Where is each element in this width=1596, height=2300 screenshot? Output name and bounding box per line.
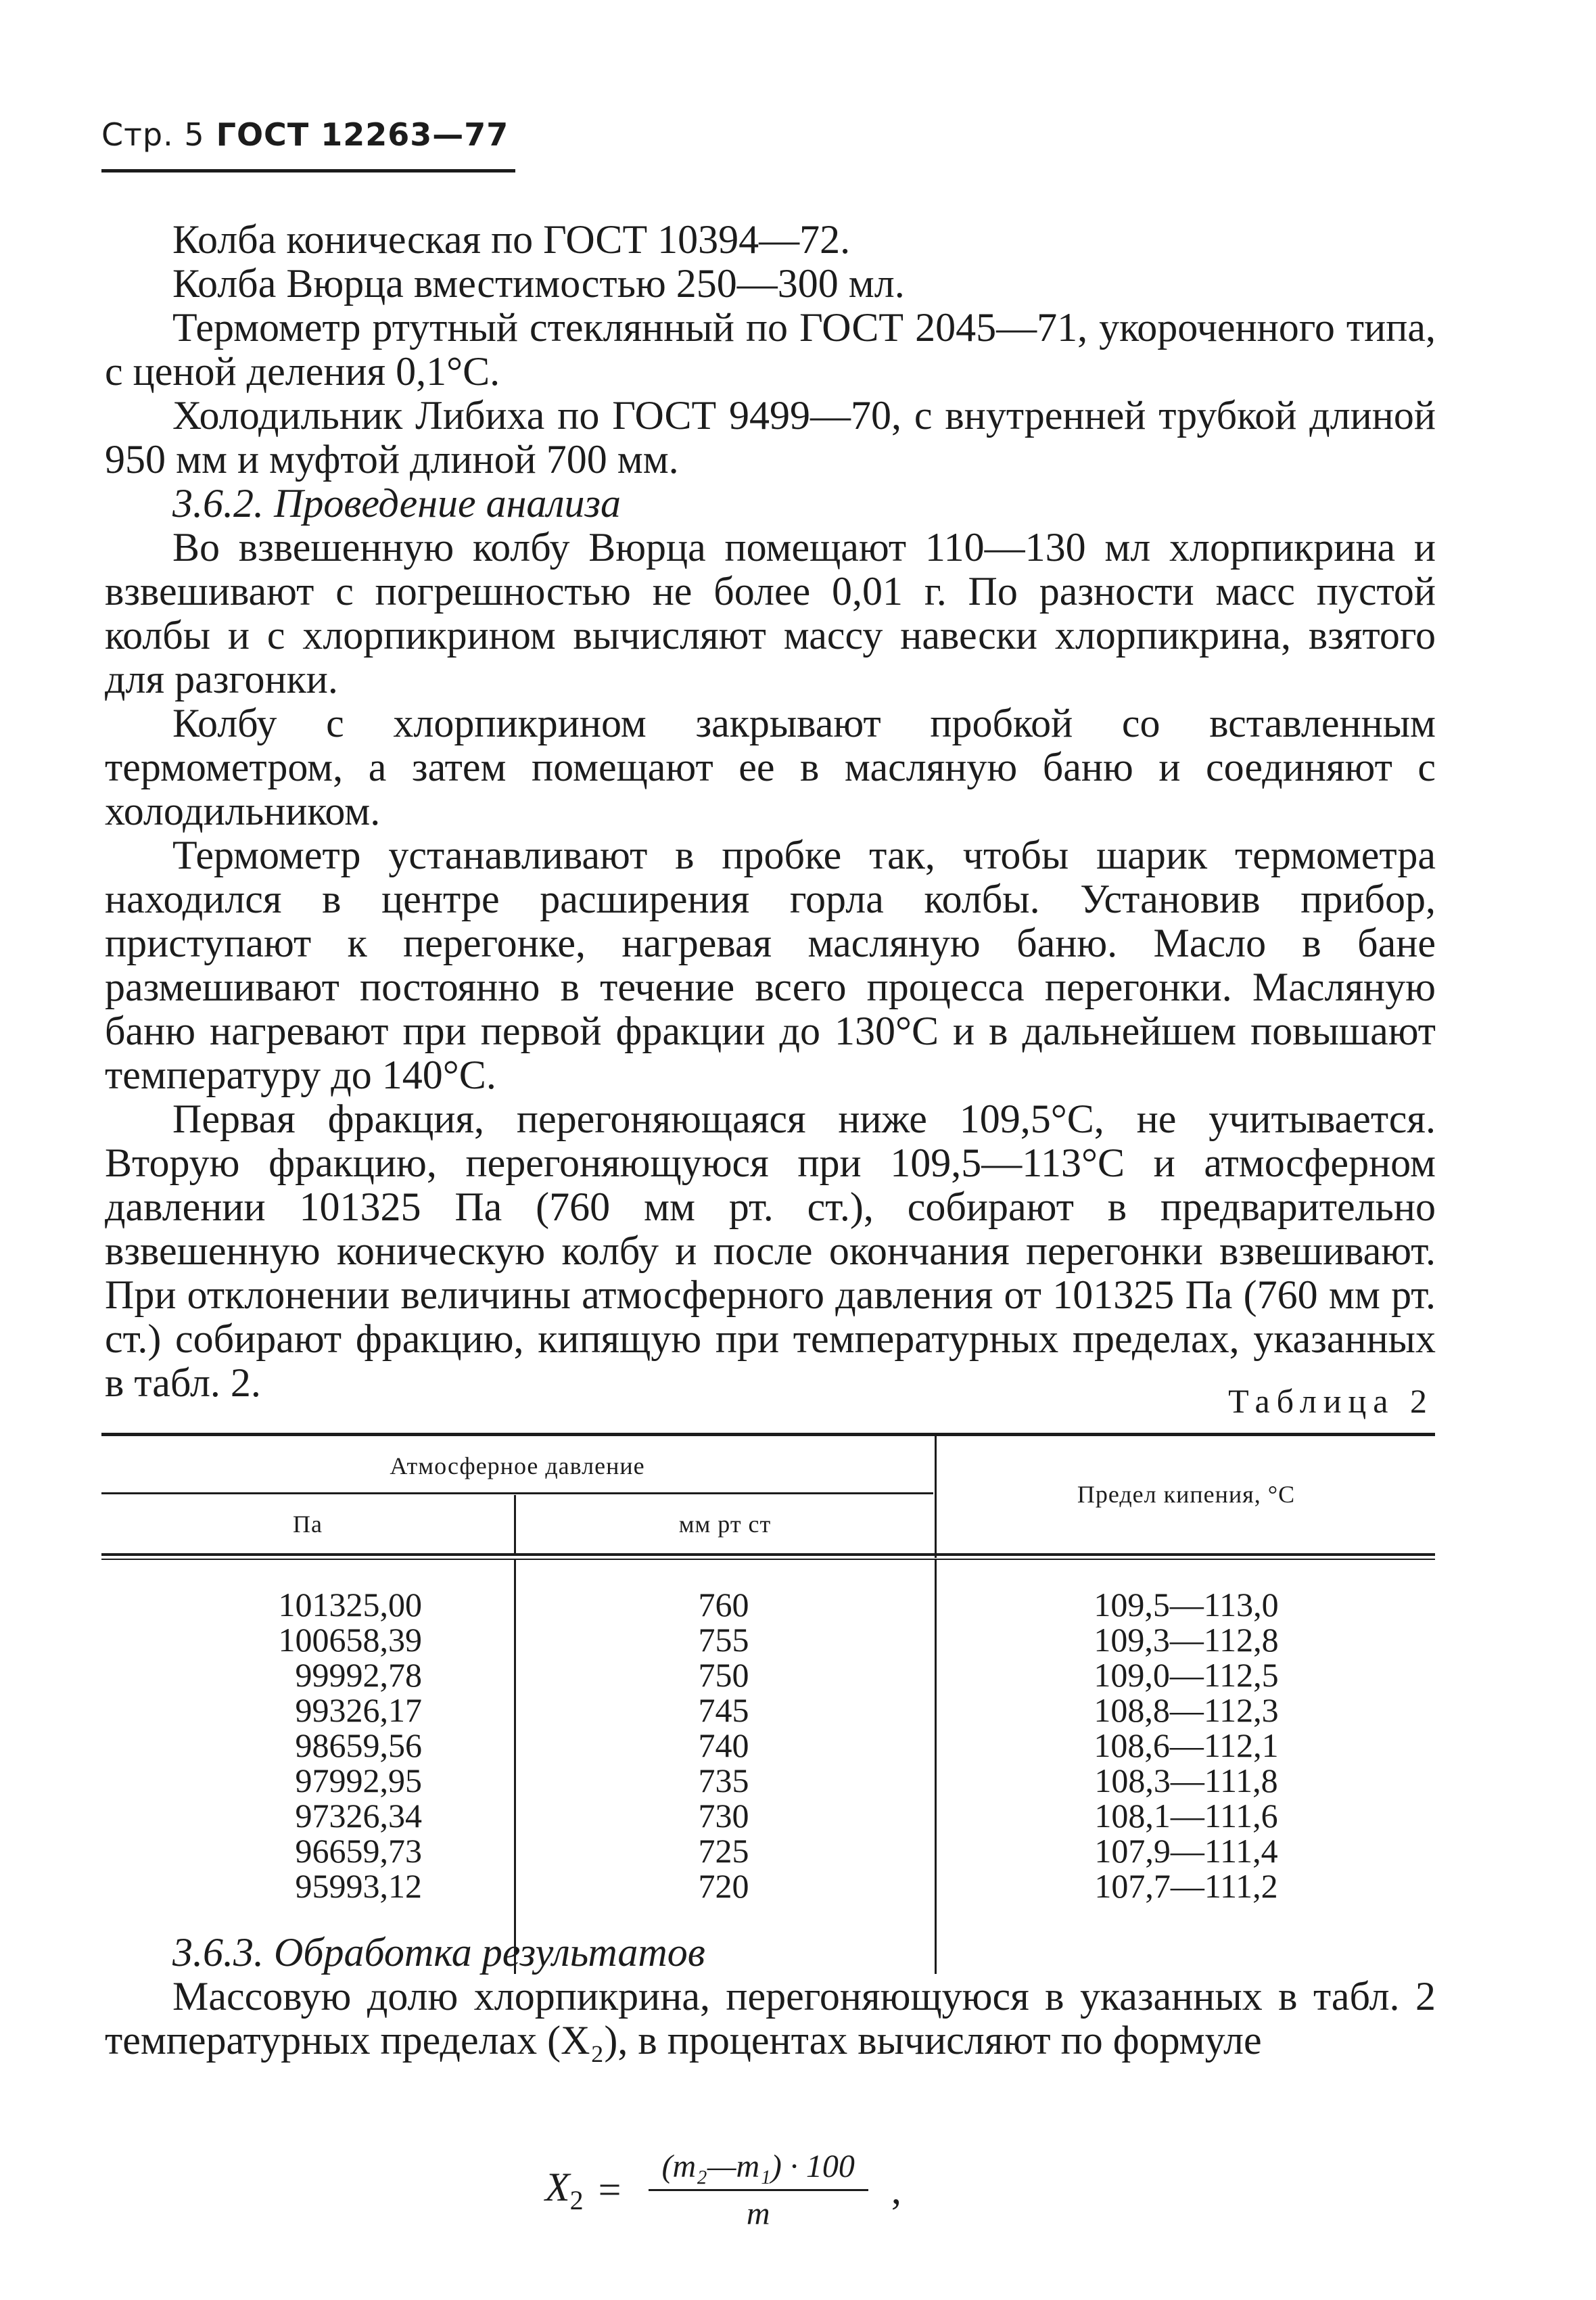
cell-mmhg: 730	[698, 1797, 749, 1835]
formula-comma: ,	[891, 2167, 901, 2212]
formula-fraction	[649, 2148, 868, 2232]
cell-pa: 99326,17	[295, 1691, 422, 1729]
cell-pa: 100658,39	[278, 1621, 422, 1659]
cell-pa: 97992,95	[295, 1762, 422, 1799]
table-divider	[935, 1560, 937, 1974]
table-header-rule-thin	[101, 1559, 1435, 1560]
formula-equals: =	[598, 2167, 621, 2212]
cell-boiling: 109,5—113,0	[1094, 1586, 1279, 1624]
paragraph-mass-fraction: Массовую долю хлорпикрина, перегоняющуюся в указанных в табл. 2 температурных пределах (X₂), в процентах вычисляют по формуле	[105, 1974, 1436, 2063]
header-mmhg: мм рт ст	[678, 1511, 772, 1538]
standard-code: ГОСТ 12263—77	[216, 116, 509, 153]
section-heading-analysis: 3.6.2. Проведение анализа	[172, 481, 621, 526]
header-boiling-limit: Предел кипения, °С	[1077, 1481, 1296, 1508]
paragraph-distillation: Термометр устанавливают в пробке так, чтобы шарик термометра находился в центре расширения горла колбы. Установив прибор, приступают к перегонке, нагревая масляную баню. Масло в бане размешивают постоянно в течение всего процесса перегонки. Масляную баню нагревают при первой фракции до 130°С и в дальнейшем повышают температуру до 140°С.	[105, 833, 1436, 1097]
cell-pa: 95993,12	[295, 1867, 422, 1905]
header-rule	[101, 169, 515, 172]
paragraph-weighing: Во взвешенную колбу Вюрца помещают 110—130 мл хлорпикрина и взвешивают с погрешностью не более 0,01 г. По разности масс пустой колбы и с хлорпикрином вычисляют массу навески хлорпикрина, взятого для разгонки.	[105, 525, 1436, 702]
boiling-table	[101, 1433, 1435, 1905]
table-header-rule	[101, 1553, 1435, 1556]
header-atm-pressure: Атмосферное давление	[390, 1452, 645, 1479]
results-section	[105, 1931, 1436, 2063]
cell-pa: 99992,78	[295, 1656, 422, 1694]
cell-mmhg: 735	[698, 1762, 749, 1799]
cell-pa: 101325,00	[278, 1586, 422, 1624]
cell-boiling: 108,6—112,1	[1094, 1726, 1279, 1764]
cell-mmhg: 745	[698, 1691, 749, 1729]
cell-boiling: 109,3—112,8	[1094, 1621, 1279, 1659]
cell-boiling: 108,3—111,8	[1094, 1762, 1278, 1799]
table-top-rule	[101, 1433, 1435, 1436]
header-pa: Па	[293, 1511, 323, 1538]
cell-mmhg: 750	[698, 1656, 749, 1694]
page-header	[101, 116, 509, 153]
formula-lhs: $X_2$	[545, 2165, 584, 2215]
cell-mmhg: 755	[698, 1621, 749, 1659]
page-number: Стр. 5	[101, 116, 205, 153]
paragraph-thermometer: Термометр ртутный стеклянный по ГОСТ 2045—71, укороченного типа, с ценой деления 0,1°С.	[105, 305, 1436, 394]
paragraph-fractions: Первая фракция, перегоняющаяся ниже 109,5°С, не учитывается. Вторую фракцию, перегоняющуюся при 109,5—113°С и атмосферном давлении 101325 Па (760 мм рт. ст.), собирают в предварительно взвешенную коническую колбу и после окончания перегонки взвешивают. При отклонении величины атмосферного давления от 101325 Па (760 мм рт. ст.) собирают фракцию, кипящую при температурных пределах, указанных в табл. 2.	[105, 1097, 1436, 1405]
cell-boiling: 108,8—112,3	[1094, 1691, 1279, 1729]
table-divider	[514, 1495, 516, 1553]
cell-pa: 97326,34	[295, 1797, 422, 1835]
cell-boiling: 108,1—111,6	[1094, 1797, 1278, 1835]
paragraph-condenser: Холодильник Либиха по ГОСТ 9499—70, с внутренней трубкой длиной 950 мм и муфтой длиной 700 мм.	[105, 393, 1436, 482]
paragraph-flask-setup: Колбу с хлорпикрином закрывают пробкой со вставленным термометром, а затем помещают ее в масляную баню и соединяют с холодильником.	[105, 701, 1436, 833]
table-divider	[935, 1433, 937, 1558]
formula-numerator: (m₂—m₁) · 100	[649, 2148, 868, 2191]
column-pa	[101, 1587, 422, 1904]
cell-mmhg: 760	[698, 1586, 749, 1624]
cell-mmhg: 720	[698, 1867, 749, 1905]
column-boiling-limit	[937, 1587, 1435, 1904]
cell-boiling: 107,7—111,2	[1094, 1867, 1278, 1905]
body-text	[105, 218, 1436, 1405]
cell-boiling: 107,9—111,4	[1094, 1832, 1278, 1870]
formula-denominator: m	[746, 2196, 770, 2232]
table-group-rule	[101, 1492, 933, 1494]
table-caption: Таблица 2	[1228, 1382, 1434, 1420]
cell-pa: 98659,56	[295, 1726, 422, 1764]
formula-x2	[545, 2148, 901, 2232]
cell-boiling: 109,0—112,5	[1094, 1656, 1279, 1694]
cell-pa: 96659,73	[295, 1832, 422, 1870]
cell-mmhg: 740	[698, 1726, 749, 1764]
paragraph-flask-wurtz: Колба Вюрца вместимостью 250—300 мл.	[172, 261, 905, 306]
paragraph-flask-conical: Колба коническая по ГОСТ 10394—72.	[172, 217, 851, 262]
section-heading-results: 3.6.3. Обработка результатов	[172, 1930, 705, 1975]
cell-mmhg: 725	[698, 1832, 749, 1870]
table-divider	[514, 1560, 516, 1974]
column-mmhg	[517, 1587, 931, 1904]
